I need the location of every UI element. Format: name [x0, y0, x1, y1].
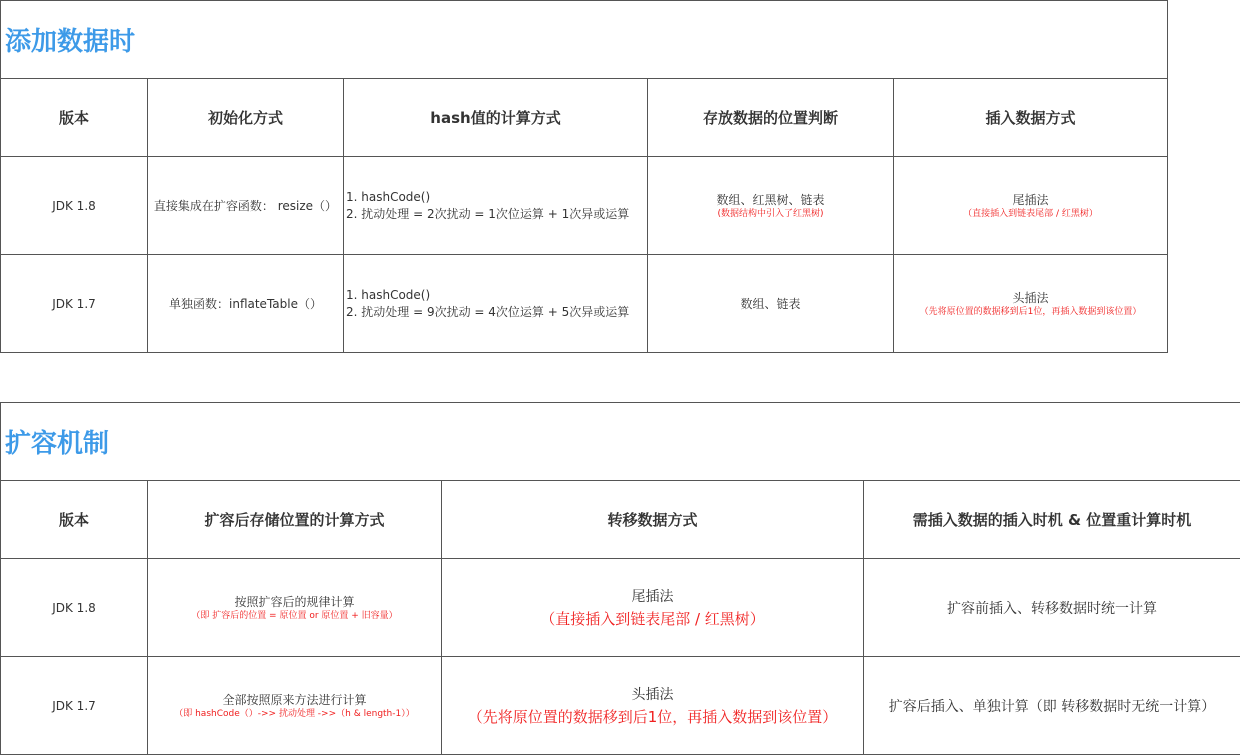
- insert-cell: [894, 255, 1168, 353]
- table-title: 添加数据时: [1, 1, 1168, 79]
- table-header-row: [1, 481, 1240, 559]
- transfer-note: （先将原位置的数据移到后1位，再插入数据到该位置）: [467, 707, 838, 726]
- transfer-cell: [442, 657, 864, 755]
- position-cell: [648, 157, 894, 255]
- position-note: (数据结构中引入了红黑树): [717, 208, 824, 219]
- hash-line-2: 2. 扰动处理 = 2次扰动 = 1次位运算 + 1次异或运算: [346, 206, 630, 221]
- hash-line-2: 2. 扰动处理 = 9次扰动 = 4次位运算 + 5次异或运算: [346, 304, 630, 319]
- table-row: [1, 559, 1240, 657]
- resize-table: [0, 402, 1240, 755]
- hash-cell: [344, 157, 648, 255]
- position-text: 数组、链表: [740, 297, 801, 311]
- timing-cell: 扩容后插入、单独计算（即 转移数据时无统一计算）: [864, 657, 1240, 755]
- calc-text: 按照扩容后的规律计算: [234, 594, 355, 609]
- header-insert: 插入数据方式: [894, 79, 1168, 157]
- header-timing: 需插入数据的插入时机 & 位置重计算时机: [864, 481, 1240, 559]
- table-row: [1, 255, 1168, 353]
- insert-text: 头插法: [1012, 290, 1049, 305]
- version-cell: JDK 1.8: [1, 559, 148, 657]
- insert-text: 尾插法: [1012, 192, 1049, 207]
- header-transfer: 转移数据方式: [442, 481, 864, 559]
- init-cell: 直接集成在扩容函数： resize（）: [148, 157, 344, 255]
- transfer-text: 头插法: [631, 686, 674, 703]
- init-cell: 单独函数：inflateTable（）: [148, 255, 344, 353]
- table-header-row: [1, 79, 1168, 157]
- hash-line-1: 1. hashCode(): [346, 287, 431, 302]
- table-row: [1, 157, 1168, 255]
- hash-cell: [344, 255, 648, 353]
- header-position: 存放数据的位置判断: [648, 79, 894, 157]
- insert-cell: [894, 157, 1168, 255]
- version-cell: JDK 1.7: [1, 255, 148, 353]
- header-version: 版本: [1, 79, 148, 157]
- calc-note: （即 hashCode（）->> 扰动处理 ->>（h & length-1））: [174, 708, 415, 719]
- header-calc: 扩容后存储位置的计算方式: [148, 481, 442, 559]
- hash-line-1: 1. hashCode(): [346, 189, 431, 204]
- transfer-note: （直接插入到链表尾部 / 红黑树）: [540, 609, 765, 628]
- header-init: 初始化方式: [148, 79, 344, 157]
- table-title: 扩容机制: [1, 403, 1240, 481]
- calc-text: 全部按照原来方法进行计算: [222, 692, 367, 707]
- calc-cell: [148, 657, 442, 755]
- position-text: 数组、红黑树、链表: [716, 192, 825, 207]
- transfer-cell: [442, 559, 864, 657]
- version-cell: JDK 1.7: [1, 657, 148, 755]
- position-cell: [648, 255, 894, 353]
- header-hash: hash值的计算方式: [344, 79, 648, 157]
- add-data-table: [0, 0, 1168, 353]
- calc-note: （即 扩容后的位置 = 原位置 or 原位置 + 旧容量）: [191, 610, 398, 621]
- table-row: [1, 657, 1240, 755]
- version-cell: JDK 1.8: [1, 157, 148, 255]
- timing-cell: 扩容前插入、转移数据时统一计算: [864, 559, 1240, 657]
- transfer-text: 尾插法: [631, 588, 674, 605]
- insert-note: （先将原位置的数据移到后1位，再插入数据到该位置）: [919, 306, 1142, 317]
- insert-note: （直接插入到链表尾部 / 红黑树）: [963, 208, 1098, 219]
- calc-cell: [148, 559, 442, 657]
- header-version: 版本: [1, 481, 148, 559]
